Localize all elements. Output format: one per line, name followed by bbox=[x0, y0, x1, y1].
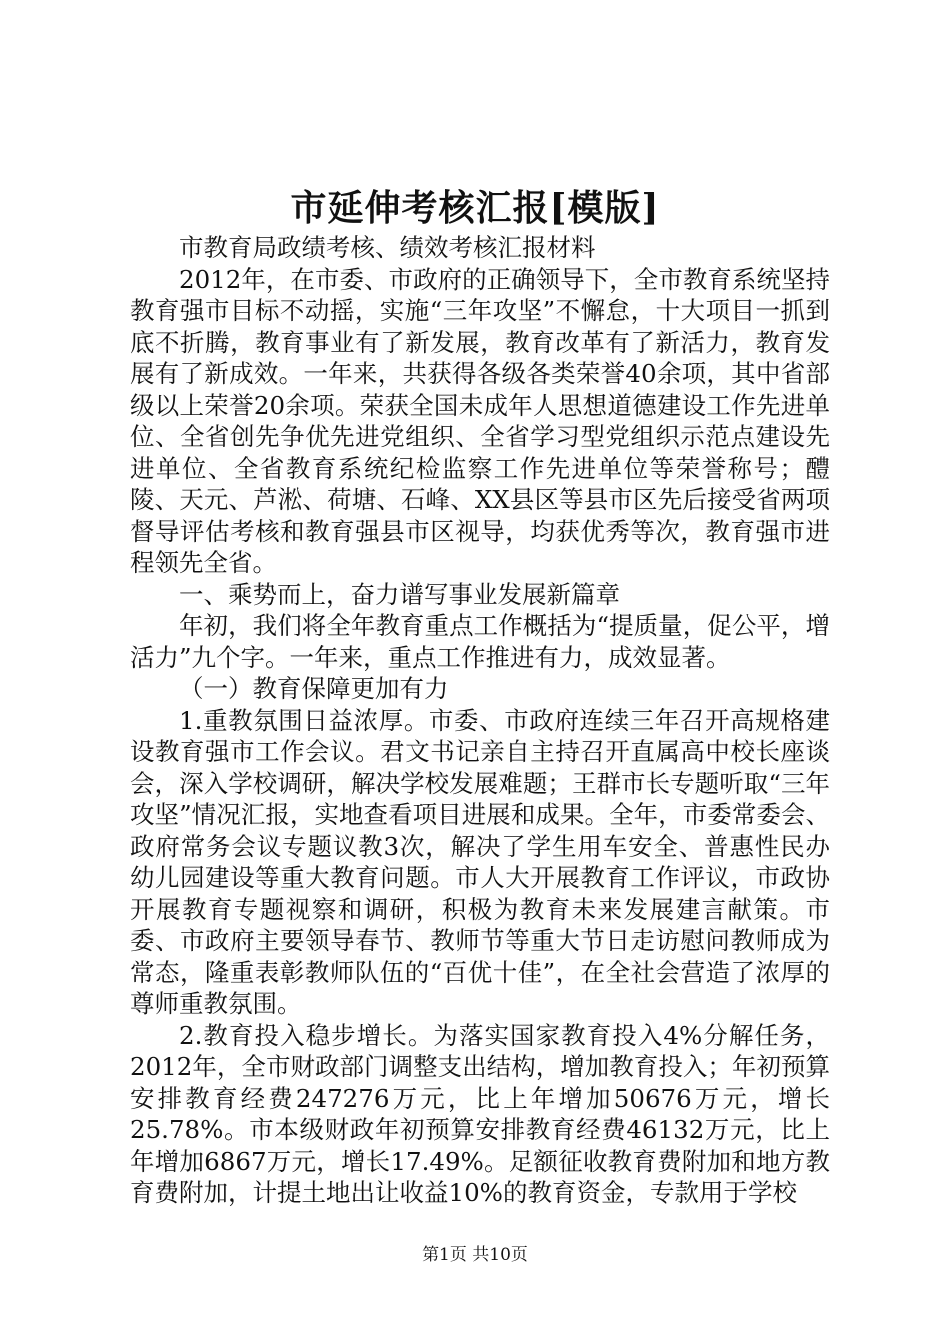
page-footer: 第1页 共10页 bbox=[422, 1245, 528, 1265]
document-subtitle: 市教育局政绩考核、绩效考核汇报材料 bbox=[179, 233, 596, 262]
paragraph-item-1: 1.重教氛围日益浓厚。市委、市政府连续三年召开高规格建设教育强市工作会议。君文书记亲自主持召开直属高中校长座谈会，深入学校调研，解决学校发展难题；王群市长专题听取“三年攻坚”情况汇报，实地查看项目进展和成果。全年，市委常委会、政府常务会议专题议教3次，解决了学生用车安全、普惠性民办幼儿园建设等重大教育问题。市人大开展教育工作评议，市政协开展教育专题视察和调研，积极为教育未来发展建言献策。市委、市政府主要领导春节、教师节等重大节日走访慰问教师成为常态，隆重表彰教师队伍的“百优十佳”，在全社会营造了浓厚的尊师重教氛围。 bbox=[130, 705, 830, 1018]
section-heading: 一、乘势而上，奋力谱写事业发展新篇章 bbox=[179, 579, 620, 609]
subsection-heading: （一）教育保障更加有力 bbox=[179, 674, 449, 703]
paragraph-item-2: 2.教育投入稳步增长。为落实国家教育投入4%分解任务，2012年，全市财政部门调整支出结构，增加教育投入；年初预算安排教育经费247276万元，比上年增加50676万元，增长25.78%。市本级财政年初预算安排教育经费46132万元，比上年增加6867万元，增长17.49%。足额征收教育费附加和地方教育费附加，计提土地出让收益10%的教育资金，专款用于学校 bbox=[130, 1020, 830, 1207]
paragraph-intro: 2012年，在市委、市政府的正确领导下，全市教育系统坚持教育强市目标不动摇，实施“三年攻坚”不懈怠，十大项目一抓到底不折腾，教育事业有了新发展，教育改革有了新活力，教育发展有了新成效。一年来，共获得各级各类荣誉40余项，其中省部级以上荣誉20余项。荣获全国未成年人思想道德建设工作先进单位、全省创先争优先进党组织、全省学习型党组织示范点建设先进单位、全省教育系统纪检监察工作先进单位等荣誉称号；醴陵、天元、芦淞、荷塘、石峰、XX县区等县市区先后接受省两项督导评估考核和教育强县市区视导，均获优秀等次，教育强市进程领先全省。 bbox=[130, 264, 830, 577]
document-title: 市延伸考核汇报[模版] bbox=[290, 187, 660, 229]
paragraph-overview: 年初，我们将全年教育重点工作概括为“提质量，促公平，增活力”九个字。一年来，重点工作推进有力，成效显著。 bbox=[130, 611, 830, 672]
document-body bbox=[130, 232, 830, 1209]
